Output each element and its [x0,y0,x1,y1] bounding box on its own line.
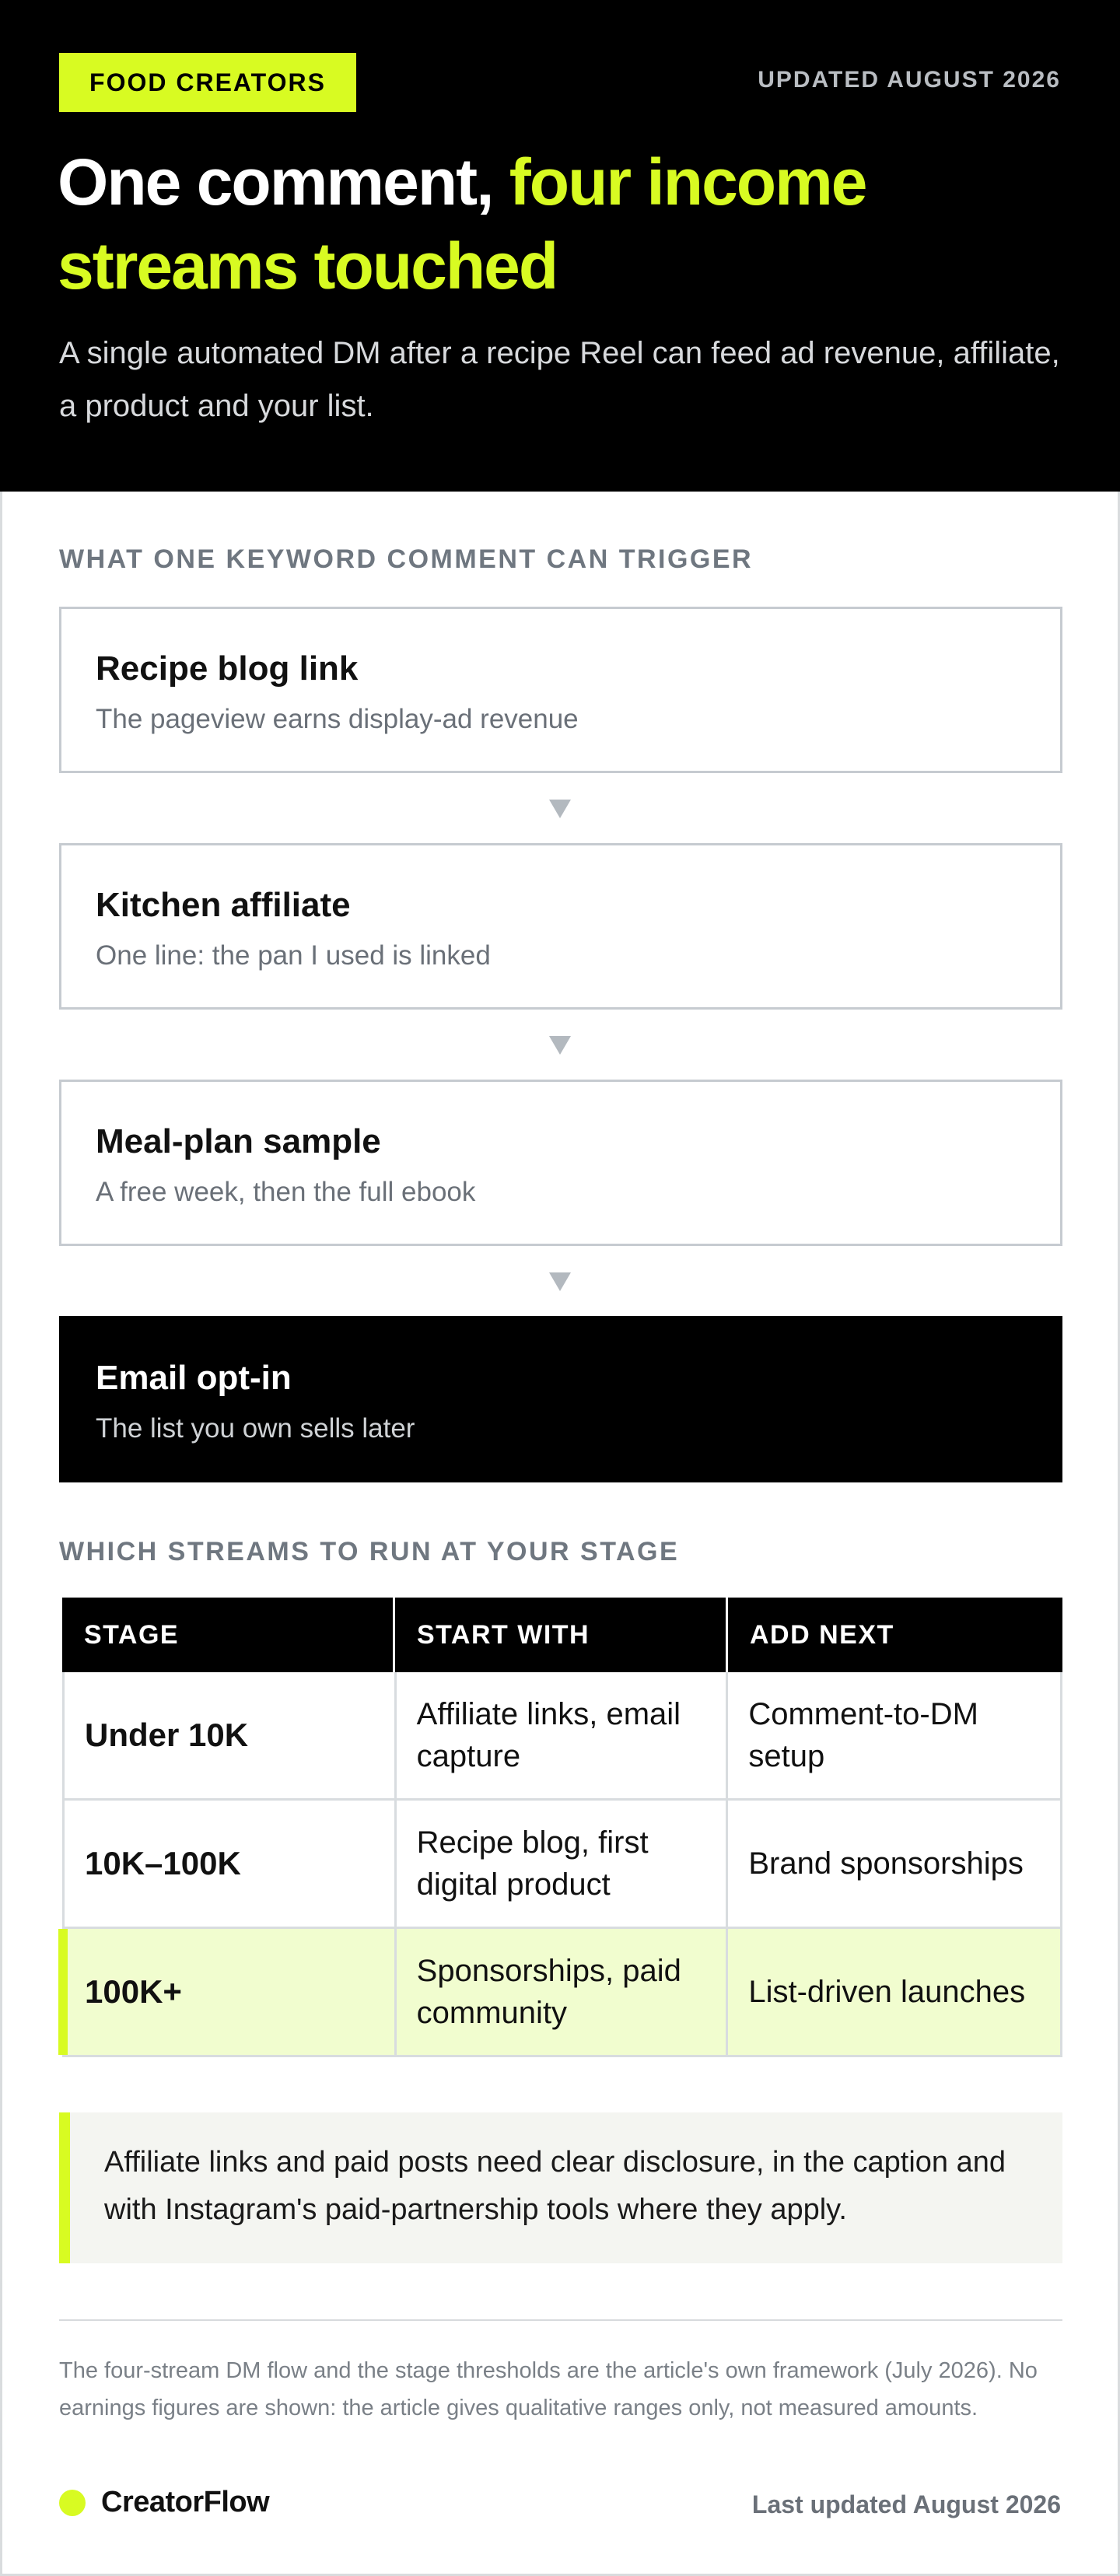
stage-cell: 100K+ [65,1929,397,2055]
flow-step-email-optin [59,1316,1062,1482]
callout-text: Affiliate links and paid posts need clear disclosure, in the caption and with Instagram's paid-partnership tools where they apply. [104,2146,1006,2226]
step-description: The pageview earns display-ad revenue [96,704,579,734]
start-with-cell: Sponsorships, paid community [397,1929,729,2055]
category-badge: FOOD CREATORS [59,53,356,112]
stages-table [62,1598,1062,2057]
down-arrow-icon [549,1036,571,1055]
page-subtitle: A single automated DM after a recipe Reel can feed ad revenue, affiliate, a product and your list. [59,336,1060,423]
step-description: A free week, then the full ebook [96,1177,476,1207]
stages-section-label: WHICH STREAMS TO RUN AT YOUR STAGE [59,1537,680,1566]
start-with-cell: Affiliate links, email capture [397,1672,729,1798]
flow-step-recipe-blog [59,607,1062,773]
updated-date: UPDATED AUGUST 2026 [758,67,1061,93]
brand-name: CreatorFlow [101,2486,270,2518]
add-next-cell: List-driven launches [748,1975,1026,2009]
brand-logo [59,2486,269,2519]
add-next-cell: Comment-to-DM setup [748,1697,978,1773]
brand-dot-icon [59,2490,86,2516]
disclosure-callout [59,2112,1062,2263]
table-row [62,1801,1062,1929]
step-description: The list you own sells later [96,1413,415,1444]
table-row-highlighted [62,1929,1062,2057]
step-title: Email opt-in [96,1359,292,1397]
footer-updated-date: Last updated August 2026 [751,2490,1061,2518]
flow-step-meal-plan [59,1080,1062,1246]
footer-divider [59,2319,1062,2321]
table-header [62,1598,1062,1672]
source-note: The four-stream DM flow and the stage thresholds are the article's own framework (July 2026). No earnings figures are shown: the article gives qualitative ranges only, not measured amounts. [59,2358,1038,2420]
step-title: Meal-plan sample [96,1122,381,1160]
stage-cell: Under 10K [65,1672,397,1798]
add-next-cell: Brand sponsorships [748,1846,1024,1881]
column-header-start-with: START WITH [395,1598,728,1672]
flow-section-label: WHAT ONE KEYWORD COMMENT CAN TRIGGER [59,544,754,574]
step-title: Kitchen affiliate [96,886,351,924]
stage-cell: 10K–100K [65,1801,397,1927]
title-text: One comment, [58,145,493,219]
flow-step-kitchen-affiliate [59,843,1062,1010]
down-arrow-icon [549,800,571,818]
column-header-stage: STAGE [62,1598,395,1672]
title-accent-text: four income streams touched [58,145,866,303]
step-title: Recipe blog link [96,649,359,688]
hero-banner [0,0,1120,492]
column-header-add-next: ADD NEXT [750,1619,894,1650]
page-title [58,140,1069,308]
down-arrow-icon [549,1272,571,1291]
table-row [62,1672,1062,1801]
step-description: One line: the pan I used is linked [96,940,491,971]
start-with-cell: Recipe blog, first digital product [397,1801,729,1927]
